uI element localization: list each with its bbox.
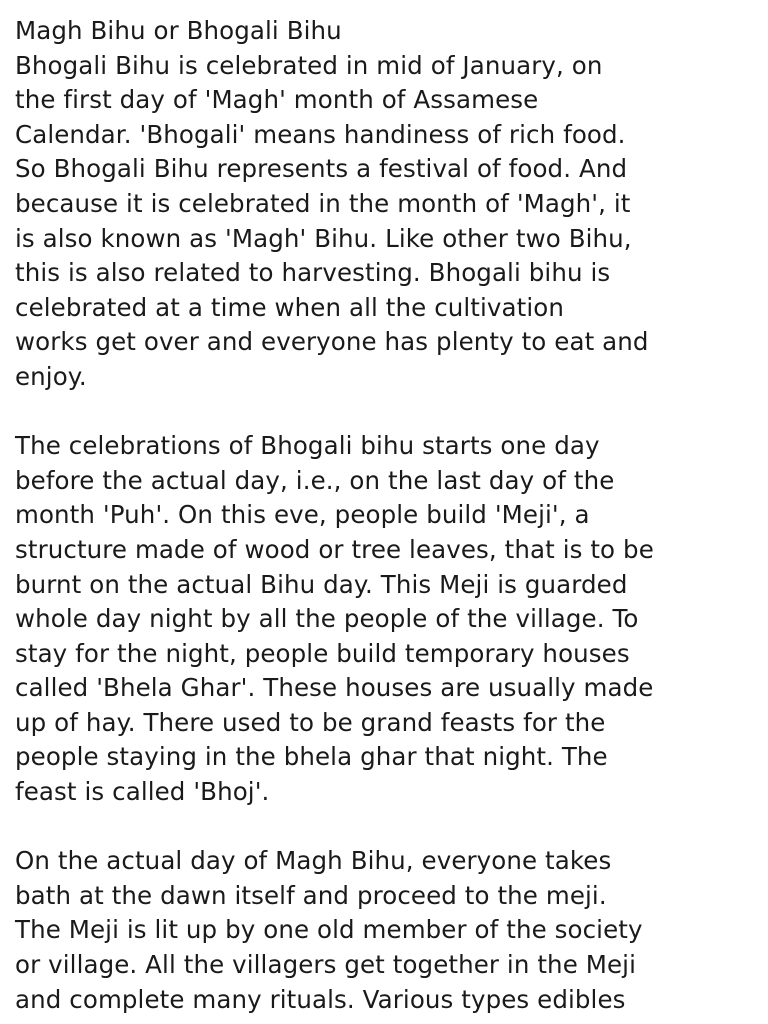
paragraph-3: On the actual day of Magh Bihu, everyone takes bath at the dawn itself and proceed to the meji. The Meji is lit up by one old member of the society or village. All the villagers get together in the Meji and complete many rituals. Various types edibles: [15, 846, 643, 1014]
paragraph-2: The celebrations of Bhogali bihu starts one day before the actual day, i.e., on the last day of the month 'Puh'. On this eve, people build 'Meji', a structure made of wood or tree leaves, that is to be burnt on the actual Bihu day. This Meji is guarded whole day night by all the people of the village. To stay for the night, people build temporary houses called 'Bhela Ghar'. These houses are usually made up of hay. There used to be grand feasts for the people staying in the bhela ghar that night. The feast is called 'Bhoj'.: [15, 431, 654, 807]
paragraph-1: Bhogali Bihu is celebrated in mid of January, on the first day of 'Magh' month of Assamese Calendar. 'Bhogali' means handiness of rich food. So Bhogali Bihu represents a festival of food. And because it is celebrated in the month of 'Magh', it is also known as 'Magh' Bihu. Like other two Bihu, this is also related to harvesting. Bhogali bihu is celebrated at a time when all the cultivation works get over and everyone has plenty to eat and enjoy.: [15, 50, 649, 391]
document-title: Magh Bihu or Bhogali Bihu: [15, 16, 342, 45]
paragraph-gap: [15, 395, 755, 430]
paragraph-gap: [15, 810, 755, 845]
document-page: [15, 14, 755, 1017]
